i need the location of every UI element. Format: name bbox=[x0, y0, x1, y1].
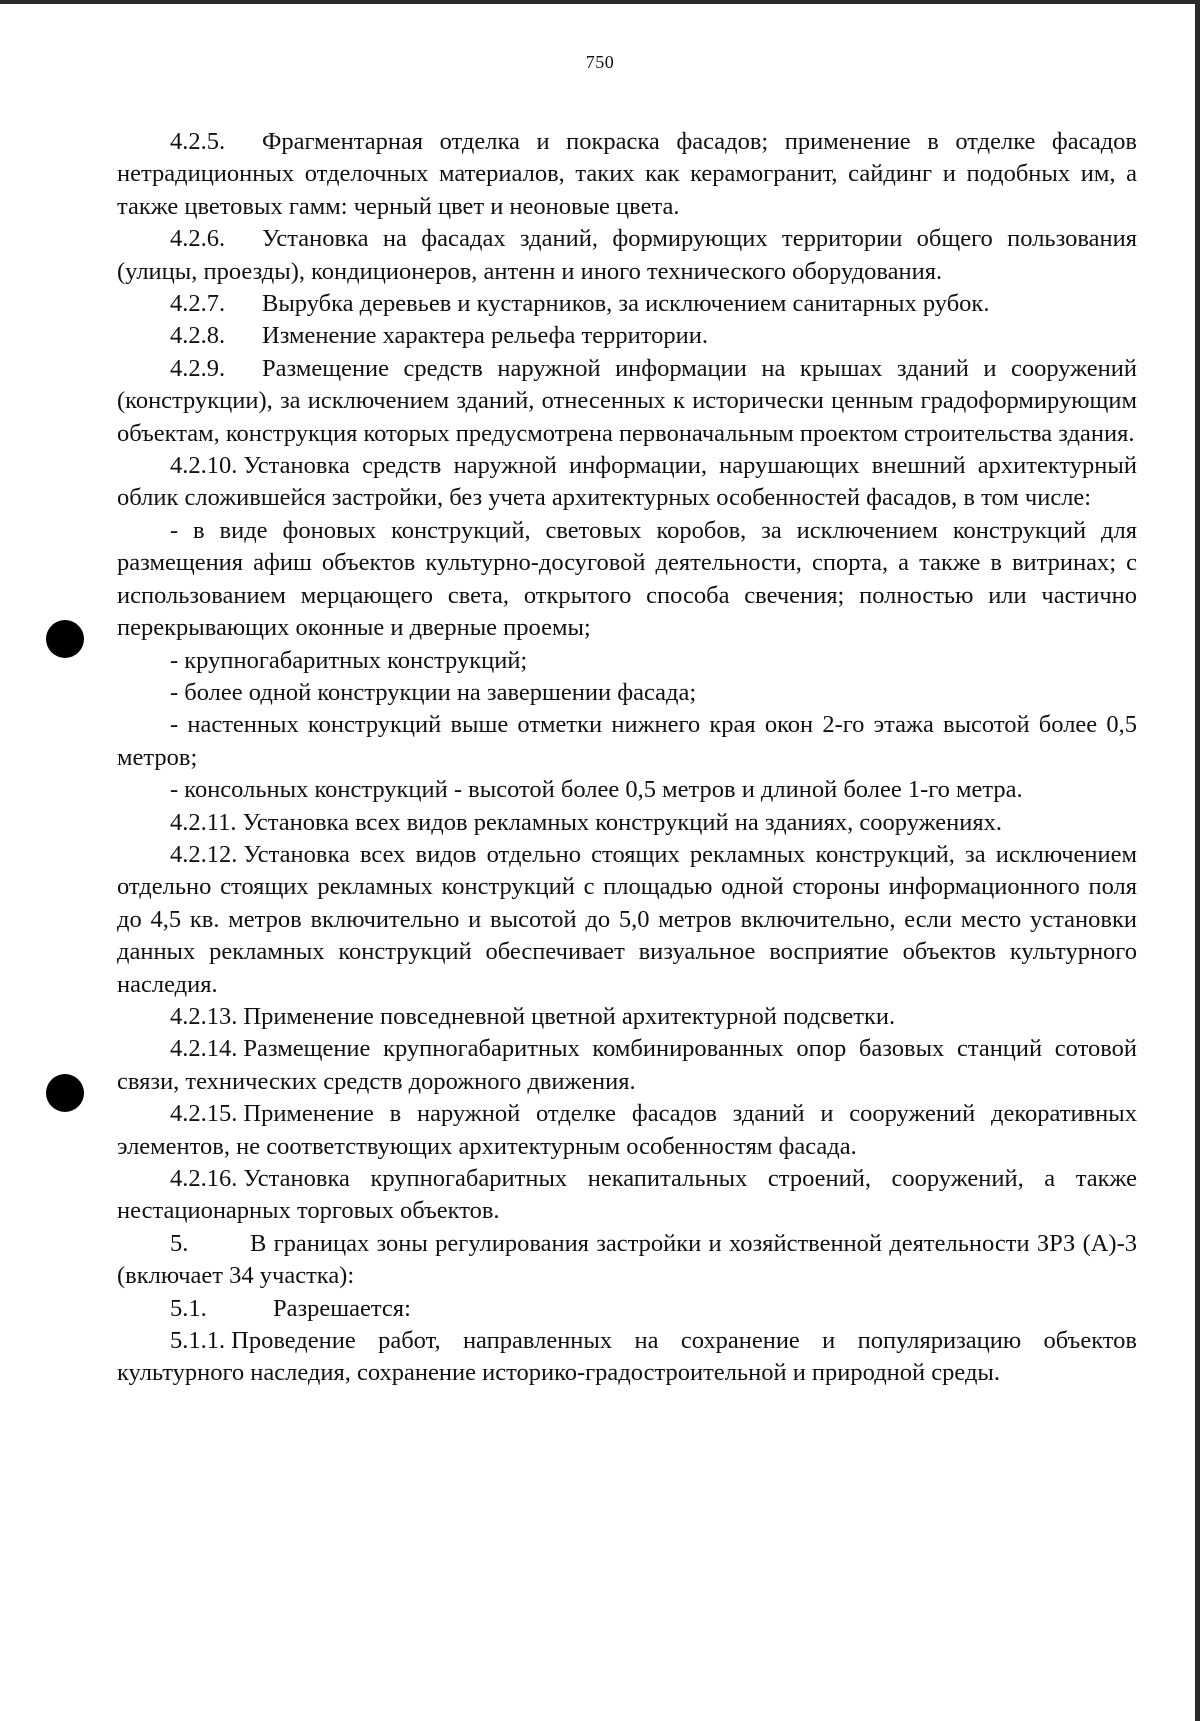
paragraph-text: Установка всех видов отдельно стоящих рекламных конструкций, за исключением отдельно стоящих рекламных конструкций с площадью одной стороны информационного поля до 4,5 кв. метров включительно и высотой до 5,0 метров включительно, если место установки данных рекламных конструкций обеспечивает визуальное восприятие объектов культурного наследия. bbox=[117, 840, 1137, 998]
list-item bbox=[117, 645, 1137, 677]
paragraph-number: 5. bbox=[170, 1229, 189, 1257]
paragraph-4-2-13 bbox=[117, 1001, 1137, 1033]
paragraph-4-2-5 bbox=[117, 126, 1137, 223]
paragraph-4-2-6 bbox=[117, 223, 1137, 288]
scan-border-top bbox=[0, 0, 1200, 4]
paragraph-text: Разрешается: bbox=[273, 1294, 411, 1322]
list-item-text: - консольных конструкций - высотой более 0,5 метров и длиной более 1-го метра. bbox=[170, 776, 1023, 804]
paragraph-4-2-7 bbox=[117, 288, 1137, 320]
paragraph-number: 5.1. bbox=[170, 1294, 207, 1322]
list-item bbox=[117, 709, 1137, 774]
paragraph-4-2-11 bbox=[117, 807, 1137, 839]
list-item-text: - крупногабаритных конструкций; bbox=[170, 646, 528, 674]
paragraph-text: Применение повседневной цветной архитектурной подсветки. bbox=[243, 1002, 896, 1030]
punch-hole-icon bbox=[46, 620, 84, 658]
paragraph-number: 4.2.13. bbox=[170, 1002, 238, 1030]
paragraph-number: 4.2.8. bbox=[170, 322, 226, 350]
paragraph-4-2-16 bbox=[117, 1163, 1137, 1228]
list-item bbox=[117, 677, 1137, 709]
paragraph-number: 4.2.15. bbox=[170, 1100, 238, 1128]
paragraph-text: Размещение крупногабаритных комбинированных опор базовых станций сотовой связи, технических средств дорожного движения. bbox=[117, 1035, 1137, 1095]
paragraph-text: Вырубка деревьев и кустарников, за исключением санитарных рубок. bbox=[262, 290, 990, 318]
paragraph-number: 4.2.11. bbox=[170, 808, 237, 836]
page-number: 750 bbox=[585, 52, 615, 72]
paragraph-number: 4.2.7. bbox=[170, 290, 226, 318]
paragraph-number: 4.2.6. bbox=[170, 225, 226, 253]
paragraph-5 bbox=[117, 1228, 1137, 1293]
paragraph-text: В границах зоны регулирования застройки и хозяйственной деятельности ЗРЗ (А)-3 (включает 34 участка): bbox=[117, 1229, 1137, 1290]
paragraph-text: Применение в наружной отделке фасадов зданий и сооружений декоративных элементов, не соответствующих архитектурным особенностям фасада. bbox=[117, 1100, 1137, 1160]
document-body bbox=[117, 126, 1137, 1390]
paragraph-4-2-8 bbox=[117, 320, 1137, 352]
paragraph-text: Установка средств наружной информации, нарушающих внешний архитектурный облик сложившейся застройки, без учета архитектурных особенностей фасадов, в том числе: bbox=[117, 452, 1137, 512]
list-item-text: - в виде фоновых конструкций, световых коробов, за исключением конструкций для размещения афиш объектов культурно-досуговой деятельности, спорта, а также в витринах; с использованием мерцающего света, открытого способа свечения; полностью или частично перекрывающих оконные и дверные проемы; bbox=[117, 516, 1137, 642]
paragraph-text: Проведение работ, направленных на сохранение и популяризацию объектов культурного наследия, сохранение историко-градостроительной и природной среды. bbox=[117, 1327, 1137, 1387]
paragraph-text: Установка всех видов рекламных конструкций на зданиях, сооружениях. bbox=[242, 808, 1002, 836]
scan-border-right bbox=[1195, 0, 1200, 1721]
paragraph-5-1-1 bbox=[117, 1325, 1137, 1390]
paragraph-number: 4.2.10. bbox=[170, 452, 238, 480]
paragraph-4-2-9 bbox=[117, 353, 1137, 450]
paragraph-number: 4.2.12. bbox=[170, 840, 238, 868]
paragraph-text: Установка на фасадах зданий, формирующих территории общего пользования (улицы, проезды), кондиционеров, антенн и иного технического оборудования. bbox=[117, 225, 1137, 285]
paragraph-5-1 bbox=[117, 1293, 1137, 1325]
paragraph-4-2-12 bbox=[117, 839, 1137, 1001]
list-item-text: - более одной конструкции на завершении фасада; bbox=[170, 678, 697, 706]
paragraph-text: Установка крупногабаритных некапитальных строений, сооружений, а также нестационарных торговых объектов. bbox=[117, 1165, 1137, 1225]
paragraph-number: 4.2.16. bbox=[170, 1165, 238, 1192]
list-item-text: - настенных конструкций выше отметки нижнего края окон 2-го этажа высотой более 0,5 метров; bbox=[117, 711, 1137, 771]
paragraph-4-2-15 bbox=[117, 1098, 1137, 1163]
list-item bbox=[117, 774, 1137, 806]
punch-hole-icon bbox=[46, 1074, 84, 1112]
paragraph-number: 4.2.5. bbox=[170, 128, 226, 155]
paragraph-number: 4.2.14. bbox=[170, 1035, 238, 1063]
paragraph-text: Изменение характера рельефа территории. bbox=[262, 322, 708, 350]
paragraph-text: Фрагментарная отделка и покраска фасадов; применение в отделке фасадов нетрадиционных отделочных материалов, таких как керамогранит, сайдинг и подобных им, а также цветовых гамм: черный цвет и неоновые цвета. bbox=[117, 128, 1137, 220]
paragraph-number: 4.2.9. bbox=[170, 354, 226, 382]
paragraph-4-2-10 bbox=[117, 450, 1137, 515]
paragraph-text: Размещение средств наружной информации на крышах зданий и сооружений (конструкции), за исключением зданий, отнесенных к исторически ценным градоформирующим объектам, конструкция которых предусмотрена первоначальным проектом строительства здания. bbox=[117, 354, 1137, 447]
paragraph-4-2-14 bbox=[117, 1033, 1137, 1098]
list-item bbox=[117, 515, 1137, 645]
paragraph-number: 5.1.1. bbox=[170, 1327, 226, 1355]
